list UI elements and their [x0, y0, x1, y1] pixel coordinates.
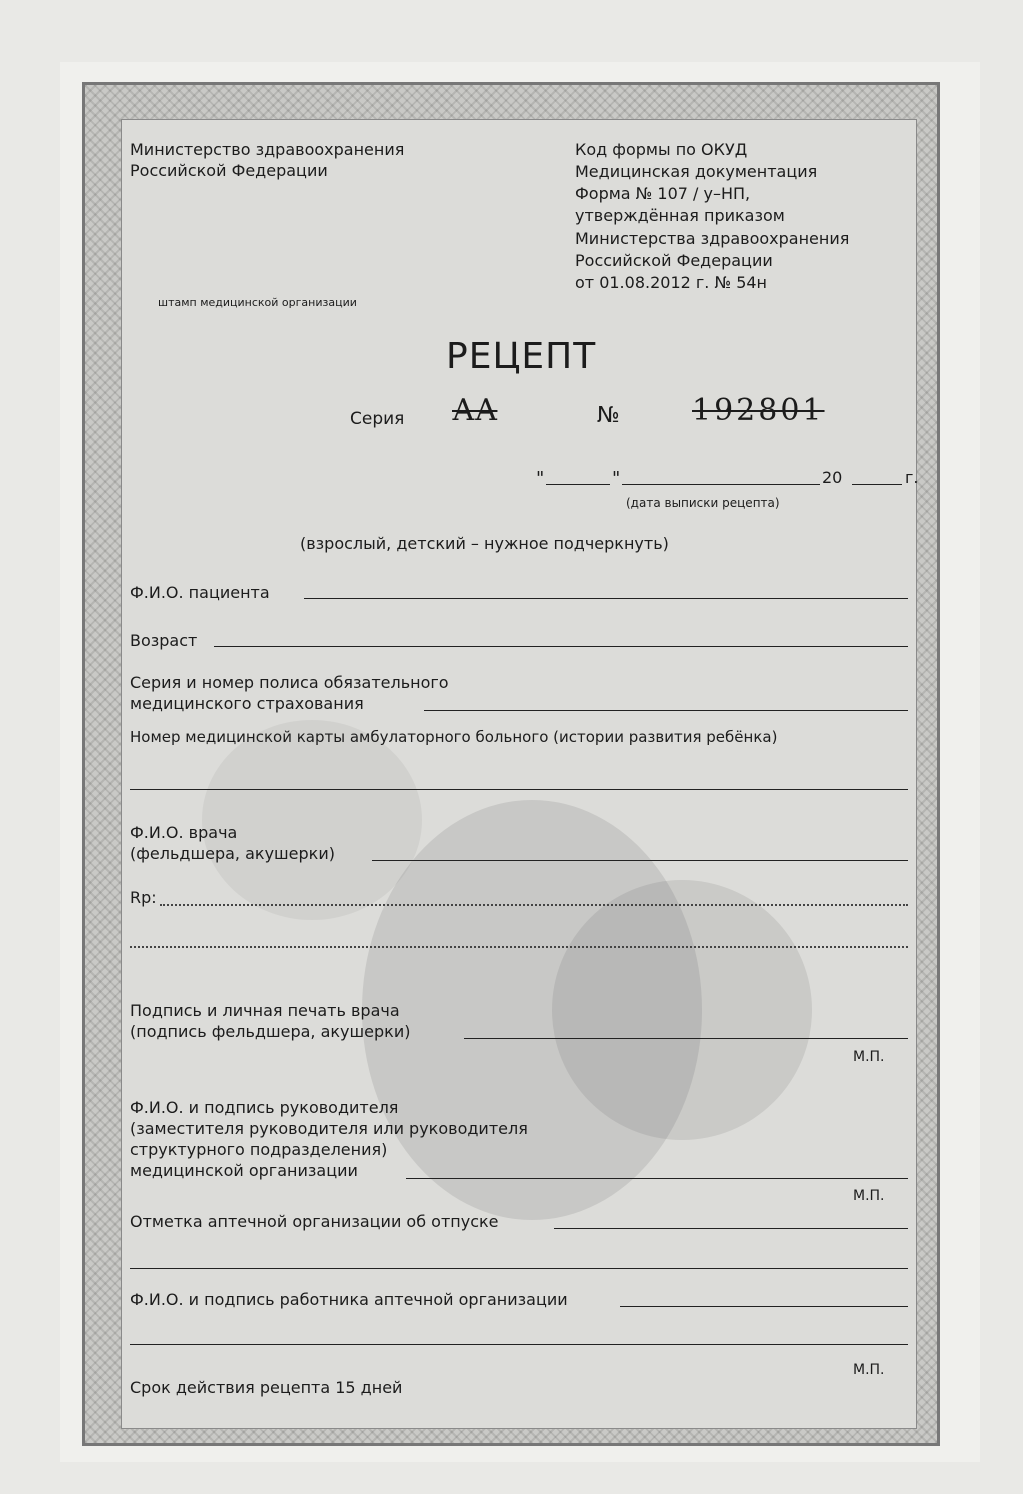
- ministry-genitive-1: Министерства здравоохранения: [575, 229, 850, 248]
- medical-card-field[interactable]: [130, 789, 908, 790]
- rp-line-1[interactable]: [160, 904, 908, 906]
- order-date: от 01.08.2012 г. № 54н: [575, 273, 768, 292]
- patient-name-label: Ф.И.О. пациента: [130, 583, 270, 602]
- policy-label-2: медицинского страхования: [130, 694, 364, 713]
- age-label: Возраст: [130, 631, 198, 650]
- patient-name-field[interactable]: [304, 598, 908, 599]
- form-body: [121, 119, 917, 1429]
- date-suffix: г.: [905, 468, 919, 487]
- stamp-place-2: М.П.: [853, 1188, 885, 1204]
- rp-label: Rp:: [130, 888, 157, 907]
- pharmacy-worker-label: Ф.И.О. и подпись работника аптечной организации: [130, 1290, 568, 1309]
- form-title: РЕЦЕПТ: [446, 336, 597, 377]
- doctor-field[interactable]: [372, 860, 908, 861]
- pharmacy-worker-field[interactable]: [620, 1306, 908, 1307]
- head-field[interactable]: [406, 1178, 908, 1179]
- series-value: АА: [452, 393, 498, 428]
- watermark-shape: [202, 720, 422, 920]
- okud-code: Код формы по ОКУД: [575, 140, 748, 159]
- date-quote-open: ": [536, 468, 545, 489]
- prescription-form: [82, 82, 940, 1446]
- doctor-label-2: (фельдшера, акушерки): [130, 844, 335, 863]
- medical-card-label: Номер медицинской карты амбулаторного больного (истории развития ребёнка): [130, 728, 778, 746]
- stamp-label: штамп медицинской организации: [158, 296, 357, 309]
- date-day-field[interactable]: [546, 484, 610, 485]
- ministry-line-2: Российской Федерации: [130, 161, 328, 180]
- stamp-place-3: М.П.: [853, 1362, 885, 1378]
- number-label: №: [597, 403, 620, 428]
- rp-line-2[interactable]: [130, 946, 908, 948]
- head-label-1: Ф.И.О. и подпись руководителя: [130, 1098, 399, 1117]
- pharmacy-worker-field-2[interactable]: [130, 1344, 908, 1345]
- signature-label-1: Подпись и личная печать врача: [130, 1001, 400, 1020]
- pharmacy-mark-field[interactable]: [554, 1228, 908, 1229]
- doctor-label-1: Ф.И.О. врача: [130, 823, 238, 842]
- doc-type: Медицинская документация: [575, 162, 818, 181]
- date-quote-close: ": [612, 468, 621, 489]
- head-label-3: структурного подразделения): [130, 1140, 388, 1159]
- date-caption: (дата выписки рецепта): [626, 496, 780, 510]
- prescription-number: 192801: [692, 393, 825, 428]
- approved-by: утверждённая приказом: [575, 206, 785, 225]
- pharmacy-mark-field-2[interactable]: [130, 1268, 908, 1269]
- ministry-line-1: Министерство здравоохранения: [130, 140, 405, 159]
- age-field[interactable]: [214, 646, 908, 647]
- head-label-2: (заместителя руководителя или руководителя: [130, 1119, 528, 1138]
- signature-field[interactable]: [464, 1038, 908, 1039]
- patient-type-note: (взрослый, детский – нужное подчеркнуть): [300, 534, 669, 553]
- policy-field[interactable]: [424, 710, 908, 711]
- signature-label-2: (подпись фельдшера, акушерки): [130, 1022, 411, 1041]
- date-year-prefix: 20: [822, 468, 843, 487]
- ministry-genitive-2: Российской Федерации: [575, 251, 773, 270]
- series-label: Серия: [350, 409, 405, 429]
- pharmacy-mark-label: Отметка аптечной организации об отпуске: [130, 1212, 499, 1231]
- head-label-4: медицинской организации: [130, 1161, 358, 1180]
- validity-note: Срок действия рецепта 15 дней: [130, 1378, 403, 1397]
- date-month-field[interactable]: [622, 484, 820, 485]
- date-year-field[interactable]: [852, 484, 902, 485]
- stamp-place-1: М.П.: [853, 1049, 885, 1065]
- watermark-shape: [552, 880, 812, 1140]
- form-number: Форма № 107 / у–НП,: [575, 184, 751, 203]
- policy-label-1: Серия и номер полиса обязательного: [130, 673, 449, 692]
